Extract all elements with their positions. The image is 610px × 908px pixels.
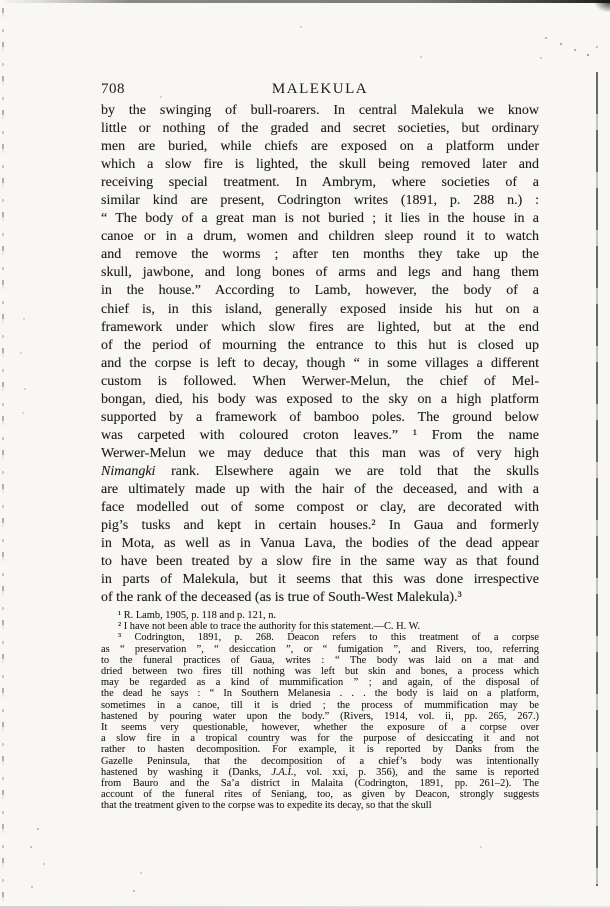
text-line: pig’s tusks and kept in certain houses.² In Gaua and formerly — [101, 518, 539, 534]
text-line: hastened by pouring water upon the body.” (Rivers, 1914, vol. ii, pp. 265, 267.) — [101, 710, 539, 722]
text-line: ³ Codrington, 1891, p. 268. Deacon refers to this treatment of a corpse — [118, 632, 539, 644]
text-line: sometimes in a canoe, till it is dried ; the process of mummification may be — [101, 699, 539, 711]
text-line: in the house.” According to Lamb, however, the body of a — [101, 283, 539, 299]
text-line: ² I have not been able to trace the authority for this statement.—C. H. W. — [118, 621, 421, 633]
text-line: was carpeted with coloured croton leaves.” ¹ From the name — [101, 427, 539, 443]
text-line: hastened by washing it (Danks, J.A.I., vol. xxi, p. 356), and the same is reported — [101, 766, 539, 778]
text-line: that the treatment given to the corpse was to expedite its decay, so that the skull — [101, 800, 432, 812]
text-line: to the funeral practices of Gaua, writes : “ The body was laid on a mat and — [101, 654, 539, 666]
text-line: and remove the worms ; after ten months they take up the — [101, 247, 539, 263]
text-line: by the swinging of bull-roarers. In central Malekula we know — [101, 103, 539, 118]
text-line: custom is followed. When Werwer-Melun, the chief of Mel- — [101, 373, 539, 389]
scan-edge-top — [0, 0, 610, 3]
text-line: receiving special treatment. In Ambrym, where societies of a — [101, 175, 539, 191]
footnote-1 — [101, 610, 539, 621]
footnote-2 — [101, 621, 539, 632]
text-line: a slow fire in a tropical country was for the purpose of desiccating it and not — [101, 733, 539, 745]
text-line: dried between two fires till nothing was left but skin and bones, a process which — [101, 666, 539, 678]
text-line: as “ preservation ”, “ desiccation ”, or “ fumigation ”, and Rivers, too, referring — [101, 643, 539, 655]
running-title: MALEKULA — [271, 81, 369, 97]
text-line: “ The body of a great man is not buried ; it lies in the house in a — [101, 211, 539, 227]
text-line: skull, jawbone, and long bones of arms and legs and hang them — [101, 265, 539, 281]
text-line: chief is, in this island, generally exposed inside his hut on a — [101, 301, 539, 317]
body-paragraph — [101, 102, 539, 607]
text-line: supported by a framework of bamboo poles. The ground below — [101, 409, 539, 425]
footnotes-section — [101, 610, 539, 812]
text-line: from Bauro and the Sa’a district in Malaita (Codrington, 1891, pp. 261–2). The — [101, 778, 539, 790]
text-line: which a slow fire is lighted, the skull being removed later and — [101, 157, 539, 173]
scan-specks — [0, 0, 2, 2]
text-line: similar kind are present, Codrington writes (1891, p. 288 n.) : — [101, 193, 539, 209]
page-number: 708 — [101, 81, 125, 97]
scan-corner-mark — [594, 0, 610, 12]
text-line: of the period of mourning the entrance to this hut is closed up — [101, 337, 539, 353]
text-line: ¹ R. Lamb, 1905, p. 118 and p. 121, n. — [118, 610, 277, 621]
text-line: may be regarded as a kind of mummification ” ; and again, of the disposal of — [101, 677, 539, 689]
text-line: are ultimately made up with the hair of the deceased, and with a — [101, 481, 539, 497]
text-line: Gazelle Peninsula, that the decomposition of a chief’s body was intentionally — [101, 755, 539, 767]
text-line: little or nothing of the graded and secret societies, but ordinary — [101, 121, 539, 137]
footnote-3 — [101, 632, 539, 811]
text-line: in Mota, as well as in Vanua Lava, the bodies of the dead appear — [101, 536, 539, 552]
text-line: men are buried, while chiefs are exposed on a platform under — [101, 139, 539, 155]
text-line: account of the funeral rites of Seniang, too, as given by Deacon, strongly suggests — [101, 789, 539, 801]
text-line: the dead he says : “ In Southern Melanesia . . . the body is laid on a platform, — [101, 688, 539, 700]
text-line: Werwer-Melun we may deduce that this man was of very high — [101, 445, 539, 461]
scan-edge-right — [596, 72, 598, 886]
text-line: face modelled out of some compost or clay, are decorated with — [101, 500, 539, 516]
text-line: Nimangki rank. Elsewhere again we are told that the skulls — [101, 463, 539, 479]
text-line: framework under which slow fires are lighted, but at the end — [101, 319, 539, 335]
text-line: canoe or in a drum, women and children sleep round it to watch — [101, 229, 539, 245]
text-line: and the corpse is left to decay, though “ in some villages a different — [101, 355, 539, 371]
page-header — [101, 81, 539, 99]
text-line: It seems very questionable, however, whether the exposure of a corpse over — [101, 722, 539, 734]
text-line: rather to hasten decomposition. For example, it is reported by Danks from the — [101, 744, 539, 756]
text-line: of the rank of the deceased (as is true of South-West Malekula).³ — [101, 590, 462, 606]
text-line: bongan, died, his body was exposed to the sky on a high platform — [101, 391, 539, 407]
text-line: in parts of Malekula, but it seems that this was done irrespective — [101, 572, 539, 588]
text-line: to have been treated by a slow fire in the same way as that found — [101, 554, 539, 570]
scan-edge-left — [2, 8, 4, 904]
